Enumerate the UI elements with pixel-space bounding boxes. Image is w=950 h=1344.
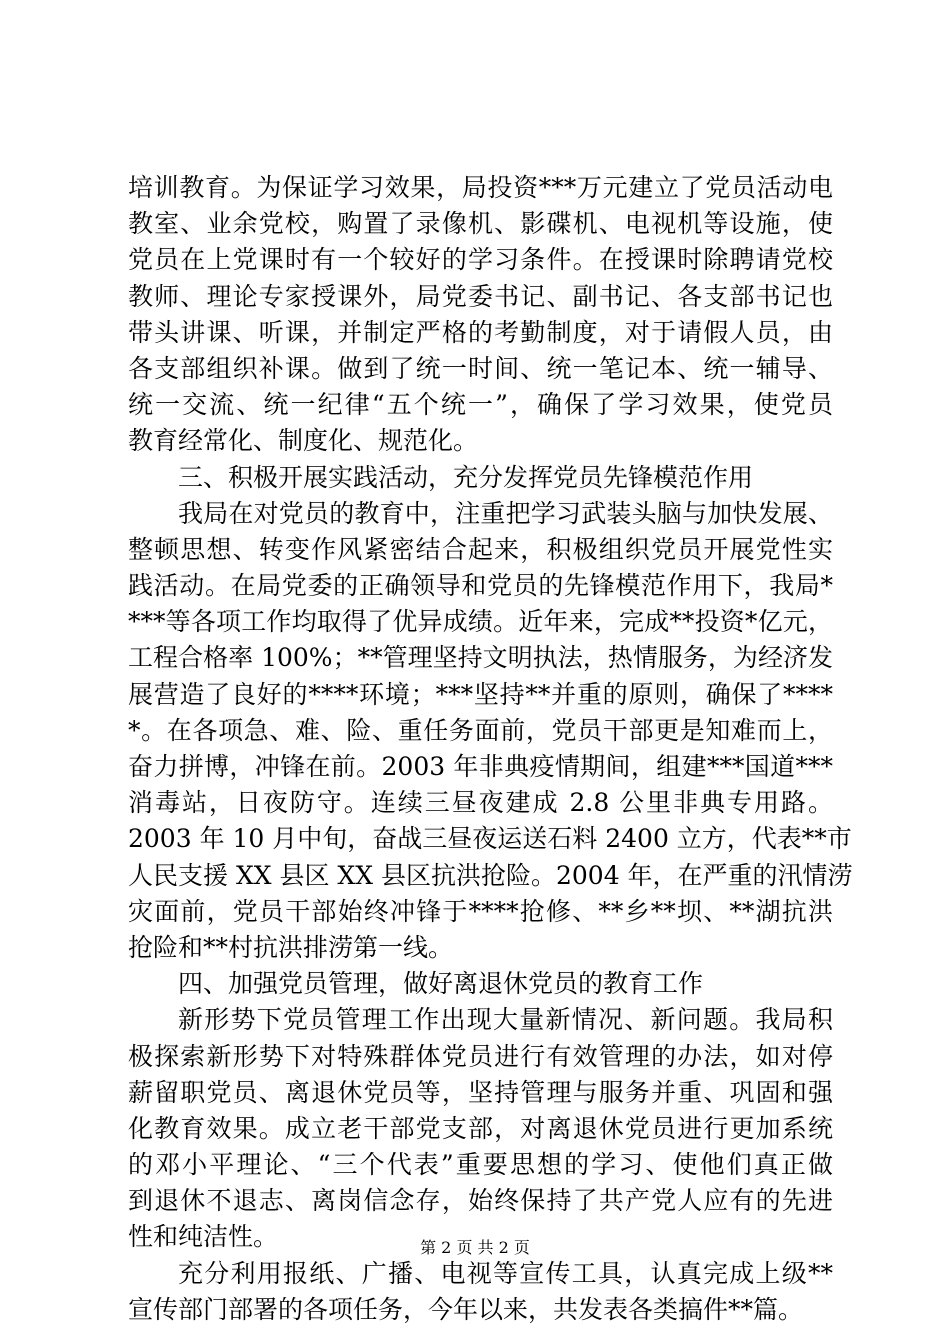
- text-line: 培训教育。为保证学习效果，局投资***万元建立了党员活动电: [128, 173, 833, 202]
- text-line: 薪留职党员、离退休党员等，坚持管理与服务并重、巩固和强: [128, 1077, 833, 1107]
- text-line: 带头讲课、听课，并制定严格的考勤制度，对于请假人员，由: [128, 317, 833, 347]
- section-heading: 三、积极开展实践活动，充分发挥党员先锋模范作用: [178, 462, 754, 492]
- text-line: 的邓小平理论、“三个代表”重要思想的学习、使他们真正做: [128, 1150, 833, 1180]
- text-line: 宣传部门部署的各项任务，今年以来，共发表各类搞件**篇。: [128, 1294, 804, 1324]
- text-line: 极探索新形势下对特殊群体党员进行有效管理的办法，如对停: [128, 1041, 833, 1071]
- page-footer: 第 2 页 共 2 页: [420, 1238, 530, 1257]
- text-line: 到退休不退志、离岗信念存，始终保持了共产党人应有的先进: [128, 1186, 833, 1216]
- paragraph-last-line: 性和纯洁性。: [128, 1222, 279, 1252]
- text-line: 人民支援 XX 县区 XX 县区抗洪抢险。2004 年，在严重的汛情涝: [128, 860, 853, 890]
- text-line: 整顿思想、转变作风紧密结合起来，积极组织党员开展党性实: [128, 534, 833, 564]
- text-line: *。在各项急、难、险、重任务面前，党员干部更是知难而上，: [128, 715, 833, 745]
- paragraph-last-line: 抢险和**村抗洪排涝第一线。: [128, 932, 454, 962]
- text-line: ***等各项工作均取得了优异成绩。近年来，完成**投资*亿元，: [128, 607, 833, 637]
- paragraph-first-line: 新形势下党员管理工作出现大量新情况、新问题。我局积: [178, 1005, 833, 1035]
- text-line: 各支部组织补课。做到了统一时间、统一笔记本、统一辅导、: [128, 353, 833, 383]
- text-line: 展营造了良好的****环境；***坚持**并重的原则，确保了****: [128, 679, 833, 709]
- text-line: 化教育效果。成立老干部党支部，对离退休党员进行更加系统: [128, 1113, 833, 1143]
- paragraph-first-line: 充分利用报纸、广播、电视等宣传工具，认真完成上级**: [178, 1258, 833, 1288]
- paragraph-first-line: 我局在对党员的教育中，注重把学习武装头脑与加快发展、: [178, 498, 833, 528]
- paragraph-last-line: 教育经常化、制度化、规范化。: [128, 426, 479, 456]
- document-body: [128, 170, 853, 1328]
- section-heading: 四、加强党员管理，做好离退休党员的教育工作: [178, 969, 704, 999]
- text-line: 灾面前，党员干部始终冲锋于****抢修、**乡**坝、**湖抗洪: [128, 896, 833, 926]
- text-line: 统一交流、统一纪律“五个统一”，确保了学习效果，使党员: [128, 390, 833, 420]
- text-line: 奋力拼博，冲锋在前。2003 年非典疫情期间，组建***国道***: [128, 752, 833, 781]
- text-line: 党员在上党课时有一个较好的学习条件。在授课时除聘请党校: [128, 245, 833, 275]
- text-line: 工程合格率 100%；**管理坚持文明执法，热情服务，为经济发: [128, 643, 833, 673]
- text-line: 践活动。在局党委的正确领导和党员的先锋模范作用下，我局*: [128, 571, 833, 601]
- text-line: 2003 年 10 月中旬，奋战三昼夜运送石料 2400 立方，代表**市: [128, 824, 852, 854]
- text-line: 教师、理论专家授课外，局党委书记、副书记、各支部书记也: [128, 281, 833, 311]
- text-line: 消毒站，日夜防守。连续三昼夜建成 2.8 公里非典专用路。: [128, 788, 833, 818]
- text-line: 教室、业余党校，购置了录像机、影碟机、电视机等设施，使: [128, 209, 833, 239]
